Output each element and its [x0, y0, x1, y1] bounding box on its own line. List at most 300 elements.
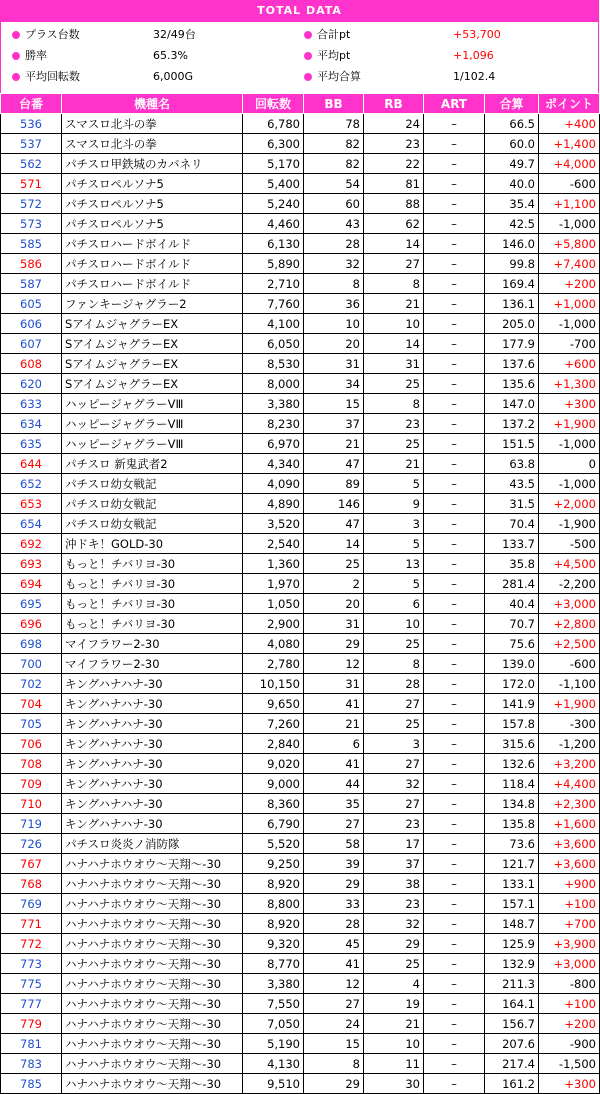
art-value-cell: – [424, 1014, 485, 1034]
machine-number-cell: 769 [1, 894, 62, 914]
spins-cell: 4,100 [243, 314, 304, 334]
spins-cell: 8,920 [243, 874, 304, 894]
model-name-cell: ハナハナホウオウ～天翔～-30 [62, 1034, 243, 1054]
machine-number-cell: 702 [1, 674, 62, 694]
points-cell: -1,000 [539, 434, 600, 454]
points-cell: +7,400 [539, 254, 600, 274]
table-row [1, 374, 600, 394]
avg-ratio-value: 1/102.4 [453, 70, 496, 83]
bb-count-cell: 15 [304, 1034, 364, 1054]
model-name-cell: ハナハナホウオウ～天翔～-30 [62, 934, 243, 954]
avg-ratio-label: 平均合算 [317, 70, 361, 83]
total-pt-value: +53,700 [453, 28, 501, 41]
rb-count-cell: 8 [364, 394, 424, 414]
table-row [1, 114, 600, 134]
machine-number-cell: 695 [1, 594, 62, 614]
spins-cell: 6,780 [243, 114, 304, 134]
points-cell: +1,900 [539, 694, 600, 714]
machine-number-cell: 634 [1, 414, 62, 434]
bb-count-cell: 29 [304, 634, 364, 654]
spins-cell: 5,170 [243, 154, 304, 174]
combined-ratio-cell: 157.8 [485, 714, 539, 734]
machine-number-cell: 767 [1, 854, 62, 874]
art-value-cell: – [424, 834, 485, 854]
art-value-cell: – [424, 714, 485, 734]
model-name-cell: キングハナハナ-30 [62, 794, 243, 814]
bb-count-cell: 12 [304, 654, 364, 674]
table-row [1, 1034, 600, 1054]
points-cell: -1,000 [539, 314, 600, 334]
art-value-cell: – [424, 294, 485, 314]
machine-number-cell: 573 [1, 214, 62, 234]
art-value-cell: – [424, 1074, 485, 1094]
bb-count-cell: 8 [304, 274, 364, 294]
combined-ratio-cell: 70.4 [485, 514, 539, 534]
spins-cell: 9,510 [243, 1074, 304, 1094]
spins-cell: 2,780 [243, 654, 304, 674]
model-name-cell: ハナハナホウオウ～天翔～-30 [62, 1074, 243, 1094]
points-cell: +4,400 [539, 774, 600, 794]
points-cell: +200 [539, 1014, 600, 1034]
model-name-cell: ハナハナホウオウ～天翔～-30 [62, 854, 243, 874]
machine-number-cell: 653 [1, 494, 62, 514]
combined-ratio-cell: 60.0 [485, 134, 539, 154]
table-row [1, 314, 600, 334]
combined-ratio-cell: 31.5 [485, 494, 539, 514]
bb-count-cell: 47 [304, 454, 364, 474]
bb-count-cell: 24 [304, 1014, 364, 1034]
rb-count-cell: 25 [364, 714, 424, 734]
bb-count-cell: 28 [304, 914, 364, 934]
machine-number-cell: 644 [1, 454, 62, 474]
machine-number-cell: 608 [1, 354, 62, 374]
combined-ratio-cell: 177.9 [485, 334, 539, 354]
rb-count-cell: 25 [364, 954, 424, 974]
points-cell: +600 [539, 354, 600, 374]
combined-ratio-cell: 121.7 [485, 854, 539, 874]
table-body [1, 114, 600, 1094]
table-row [1, 794, 600, 814]
points-cell: +4,000 [539, 154, 600, 174]
machine-number-cell: 654 [1, 514, 62, 534]
table-row [1, 334, 600, 354]
rb-count-cell: 17 [364, 834, 424, 854]
table-row [1, 134, 600, 154]
rb-count-cell: 62 [364, 214, 424, 234]
rb-count-cell: 88 [364, 194, 424, 214]
art-value-cell: – [424, 994, 485, 1014]
header-model-name: 機種名 [62, 94, 243, 114]
art-value-cell: – [424, 454, 485, 474]
points-cell: 0 [539, 454, 600, 474]
rb-count-cell: 3 [364, 734, 424, 754]
table-row [1, 754, 600, 774]
model-name-cell: スマスロ北斗の拳 [62, 114, 243, 134]
machine-number-cell: 607 [1, 334, 62, 354]
combined-ratio-cell: 137.2 [485, 414, 539, 434]
model-name-cell: パチスロハードボイルド [62, 234, 243, 254]
total-pt-label: 合計pt [317, 28, 351, 41]
model-name-cell: もっと！チバリヨ-30 [62, 554, 243, 574]
header-bb: BB [304, 94, 364, 114]
art-value-cell: – [424, 514, 485, 534]
combined-ratio-cell: 205.0 [485, 314, 539, 334]
rb-count-cell: 21 [364, 1014, 424, 1034]
machine-number-cell: 771 [1, 914, 62, 934]
bullet-icon [12, 31, 20, 39]
spins-cell: 4,090 [243, 474, 304, 494]
art-value-cell: – [424, 194, 485, 214]
combined-ratio-cell: 135.8 [485, 814, 539, 834]
bb-count-cell: 8 [304, 1054, 364, 1074]
spins-cell: 4,080 [243, 634, 304, 654]
machine-number-cell: 704 [1, 694, 62, 714]
combined-ratio-cell: 118.4 [485, 774, 539, 794]
table-row [1, 174, 600, 194]
table-row [1, 534, 600, 554]
spins-cell: 6,050 [243, 334, 304, 354]
machine-number-cell: 783 [1, 1054, 62, 1074]
rb-count-cell: 24 [364, 114, 424, 134]
rb-count-cell: 23 [364, 414, 424, 434]
points-cell: -900 [539, 1034, 600, 1054]
table-row [1, 654, 600, 674]
model-name-cell: マイフラワー2-30 [62, 634, 243, 654]
model-name-cell: SアイムジャグラーEX [62, 354, 243, 374]
model-name-cell: SアイムジャグラーEX [62, 314, 243, 334]
bb-count-cell: 12 [304, 974, 364, 994]
spins-cell: 6,970 [243, 434, 304, 454]
bb-count-cell: 44 [304, 774, 364, 794]
art-value-cell: – [424, 354, 485, 374]
bb-count-cell: 33 [304, 894, 364, 914]
spins-cell: 8,770 [243, 954, 304, 974]
summary-box [0, 22, 599, 93]
points-cell: +3,200 [539, 754, 600, 774]
bb-count-cell: 82 [304, 154, 364, 174]
rb-count-cell: 8 [364, 654, 424, 674]
bb-count-cell: 78 [304, 114, 364, 134]
model-name-cell: スマスロ北斗の拳 [62, 134, 243, 154]
combined-ratio-cell: 151.5 [485, 434, 539, 454]
table-row [1, 634, 600, 654]
combined-ratio-cell: 40.0 [485, 174, 539, 194]
spins-cell: 4,890 [243, 494, 304, 514]
bb-count-cell: 32 [304, 254, 364, 274]
art-value-cell: – [424, 234, 485, 254]
combined-ratio-cell: 211.3 [485, 974, 539, 994]
bb-count-cell: 25 [304, 554, 364, 574]
combined-ratio-cell: 169.4 [485, 274, 539, 294]
points-cell: -1,500 [539, 1054, 600, 1074]
machine-number-cell: 605 [1, 294, 62, 314]
rb-count-cell: 28 [364, 674, 424, 694]
points-cell: +2,500 [539, 634, 600, 654]
spins-cell: 1,050 [243, 594, 304, 614]
rb-count-cell: 21 [364, 294, 424, 314]
bb-count-cell: 2 [304, 574, 364, 594]
points-cell: +4,500 [539, 554, 600, 574]
table-row [1, 774, 600, 794]
art-value-cell: – [424, 254, 485, 274]
machine-number-cell: 777 [1, 994, 62, 1014]
table-row [1, 934, 600, 954]
model-name-cell: パチスロハードボイルド [62, 274, 243, 294]
points-cell: +3,600 [539, 834, 600, 854]
table-header-row [1, 94, 600, 114]
model-name-cell: キングハナハナ-30 [62, 694, 243, 714]
bullet-icon [12, 52, 20, 60]
plus-count-value: 32/49台 [153, 28, 196, 41]
model-name-cell: キングハナハナ-30 [62, 774, 243, 794]
rb-count-cell: 32 [364, 914, 424, 934]
combined-ratio-cell: 315.6 [485, 734, 539, 754]
model-name-cell: ハナハナホウオウ～天翔～-30 [62, 994, 243, 1014]
spins-cell: 5,520 [243, 834, 304, 854]
spins-cell: 3,520 [243, 514, 304, 534]
table-row [1, 554, 600, 574]
table-row [1, 354, 600, 374]
model-name-cell: ハナハナホウオウ～天翔～-30 [62, 1014, 243, 1034]
rb-count-cell: 5 [364, 474, 424, 494]
rb-count-cell: 25 [364, 434, 424, 454]
machine-number-cell: 633 [1, 394, 62, 414]
art-value-cell: – [424, 894, 485, 914]
combined-ratio-cell: 148.7 [485, 914, 539, 934]
art-value-cell: – [424, 614, 485, 634]
table-row [1, 714, 600, 734]
bb-count-cell: 6 [304, 734, 364, 754]
bb-count-cell: 28 [304, 234, 364, 254]
combined-ratio-cell: 164.1 [485, 994, 539, 1014]
rb-count-cell: 31 [364, 354, 424, 374]
header-combined: 合算 [485, 94, 539, 114]
points-cell: -1,100 [539, 674, 600, 694]
combined-ratio-cell: 73.6 [485, 834, 539, 854]
spins-cell: 8,920 [243, 914, 304, 934]
points-cell: +1,600 [539, 814, 600, 834]
model-name-cell: パチスロ幼女戦記 [62, 494, 243, 514]
model-name-cell: パチスロ幼女戦記 [62, 514, 243, 534]
spins-cell: 8,230 [243, 414, 304, 434]
points-cell: +2,800 [539, 614, 600, 634]
rb-count-cell: 22 [364, 154, 424, 174]
machine-number-cell: 694 [1, 574, 62, 594]
bb-count-cell: 39 [304, 854, 364, 874]
model-name-cell: キングハナハナ-30 [62, 814, 243, 834]
bb-count-cell: 15 [304, 394, 364, 414]
bb-count-cell: 29 [304, 874, 364, 894]
combined-ratio-cell: 281.4 [485, 574, 539, 594]
avg-pt-value: +1,096 [453, 49, 494, 62]
spins-cell: 10,150 [243, 674, 304, 694]
rb-count-cell: 23 [364, 894, 424, 914]
model-name-cell: パチスロ甲鉄城のカバネリ [62, 154, 243, 174]
bb-count-cell: 10 [304, 314, 364, 334]
spins-cell: 8,800 [243, 894, 304, 914]
bb-count-cell: 20 [304, 594, 364, 614]
points-cell: +3,000 [539, 954, 600, 974]
combined-ratio-cell: 40.4 [485, 594, 539, 614]
header-machine-number: 台番 [1, 94, 62, 114]
bullet-icon [12, 73, 20, 81]
spins-cell: 3,380 [243, 974, 304, 994]
points-cell: -500 [539, 534, 600, 554]
art-value-cell: – [424, 594, 485, 614]
table-row [1, 734, 600, 754]
machine-number-cell: 709 [1, 774, 62, 794]
bb-count-cell: 58 [304, 834, 364, 854]
table-row [1, 454, 600, 474]
spins-cell: 4,460 [243, 214, 304, 234]
rb-count-cell: 30 [364, 1074, 424, 1094]
rb-count-cell: 10 [364, 1034, 424, 1054]
model-name-cell: ハッピージャグラーVⅢ [62, 414, 243, 434]
machine-number-cell: 606 [1, 314, 62, 334]
rb-count-cell: 27 [364, 694, 424, 714]
combined-ratio-cell: 42.5 [485, 214, 539, 234]
summary-row-1 [1, 25, 598, 45]
table-row [1, 694, 600, 714]
table-row [1, 954, 600, 974]
art-value-cell: – [424, 474, 485, 494]
art-value-cell: – [424, 534, 485, 554]
bb-count-cell: 54 [304, 174, 364, 194]
table-row [1, 1054, 600, 1074]
header-points: ポイント [539, 94, 600, 114]
machine-number-cell: 587 [1, 274, 62, 294]
spins-cell: 4,340 [243, 454, 304, 474]
spins-cell: 6,130 [243, 234, 304, 254]
table-row [1, 914, 600, 934]
spins-cell: 8,000 [243, 374, 304, 394]
machine-number-cell: 572 [1, 194, 62, 214]
table-row [1, 434, 600, 454]
combined-ratio-cell: 134.8 [485, 794, 539, 814]
bb-count-cell: 35 [304, 794, 364, 814]
art-value-cell: – [424, 914, 485, 934]
bb-count-cell: 14 [304, 534, 364, 554]
art-value-cell: – [424, 934, 485, 954]
machine-number-cell: 772 [1, 934, 62, 954]
points-cell: +3,900 [539, 934, 600, 954]
table-row [1, 974, 600, 994]
machine-number-cell: 652 [1, 474, 62, 494]
art-value-cell: – [424, 1034, 485, 1054]
machine-number-cell: 693 [1, 554, 62, 574]
machine-number-cell: 773 [1, 954, 62, 974]
spins-cell: 5,190 [243, 1034, 304, 1054]
points-cell: +1,300 [539, 374, 600, 394]
combined-ratio-cell: 139.0 [485, 654, 539, 674]
model-name-cell: キングハナハナ-30 [62, 674, 243, 694]
art-value-cell: – [424, 814, 485, 834]
spins-cell: 7,760 [243, 294, 304, 314]
model-name-cell: 沖ドキ！GOLD-30 [62, 534, 243, 554]
combined-ratio-cell: 133.7 [485, 534, 539, 554]
rb-count-cell: 25 [364, 374, 424, 394]
art-value-cell: – [424, 794, 485, 814]
points-cell: +700 [539, 914, 600, 934]
spins-cell: 4,130 [243, 1054, 304, 1074]
rb-count-cell: 6 [364, 594, 424, 614]
table-row [1, 874, 600, 894]
rb-count-cell: 10 [364, 614, 424, 634]
art-value-cell: – [424, 394, 485, 414]
rb-count-cell: 27 [364, 254, 424, 274]
spins-cell: 7,260 [243, 714, 304, 734]
rb-count-cell: 14 [364, 334, 424, 354]
bb-count-cell: 21 [304, 434, 364, 454]
art-value-cell: – [424, 954, 485, 974]
model-name-cell: パチスロペルソナ5 [62, 194, 243, 214]
spins-cell: 9,250 [243, 854, 304, 874]
bb-count-cell: 41 [304, 754, 364, 774]
rb-count-cell: 21 [364, 454, 424, 474]
rb-count-cell: 9 [364, 494, 424, 514]
table-row [1, 514, 600, 534]
rb-count-cell: 5 [364, 534, 424, 554]
rb-count-cell: 29 [364, 934, 424, 954]
art-value-cell: – [424, 274, 485, 294]
points-cell: -2,200 [539, 574, 600, 594]
table-row [1, 254, 600, 274]
machine-number-cell: 692 [1, 534, 62, 554]
rb-count-cell: 11 [364, 1054, 424, 1074]
art-value-cell: – [424, 874, 485, 894]
points-cell: -1,000 [539, 214, 600, 234]
model-name-cell: キングハナハナ-30 [62, 754, 243, 774]
rb-count-cell: 3 [364, 514, 424, 534]
machine-number-cell: 571 [1, 174, 62, 194]
art-value-cell: – [424, 674, 485, 694]
points-cell: -1,900 [539, 514, 600, 534]
art-value-cell: – [424, 134, 485, 154]
rb-count-cell: 5 [364, 574, 424, 594]
header-art: ART [424, 94, 485, 114]
machine-number-cell: 775 [1, 974, 62, 994]
bb-count-cell: 31 [304, 354, 364, 374]
combined-ratio-cell: 132.6 [485, 754, 539, 774]
combined-ratio-cell: 35.4 [485, 194, 539, 214]
table-row [1, 234, 600, 254]
combined-ratio-cell: 63.8 [485, 454, 539, 474]
plus-count-label: プラス台数 [25, 28, 80, 41]
summary-row-3 [1, 67, 598, 87]
model-name-cell: パチスロペルソナ5 [62, 214, 243, 234]
spins-cell: 3,380 [243, 394, 304, 414]
spins-cell: 7,050 [243, 1014, 304, 1034]
rb-count-cell: 32 [364, 774, 424, 794]
bb-count-cell: 146 [304, 494, 364, 514]
art-value-cell: – [424, 154, 485, 174]
machine-number-cell: 779 [1, 1014, 62, 1034]
bb-count-cell: 34 [304, 374, 364, 394]
points-cell: +300 [539, 1074, 600, 1094]
avg-pt-label: 平均pt [317, 49, 351, 62]
table-row [1, 1074, 600, 1094]
bb-count-cell: 89 [304, 474, 364, 494]
combined-ratio-cell: 135.6 [485, 374, 539, 394]
table-row [1, 394, 600, 414]
combined-ratio-cell: 147.0 [485, 394, 539, 414]
art-value-cell: – [424, 854, 485, 874]
machine-number-cell: 562 [1, 154, 62, 174]
points-cell: +400 [539, 114, 600, 134]
model-name-cell: もっと！チバリヨ-30 [62, 594, 243, 614]
rb-count-cell: 81 [364, 174, 424, 194]
rb-count-cell: 38 [364, 874, 424, 894]
